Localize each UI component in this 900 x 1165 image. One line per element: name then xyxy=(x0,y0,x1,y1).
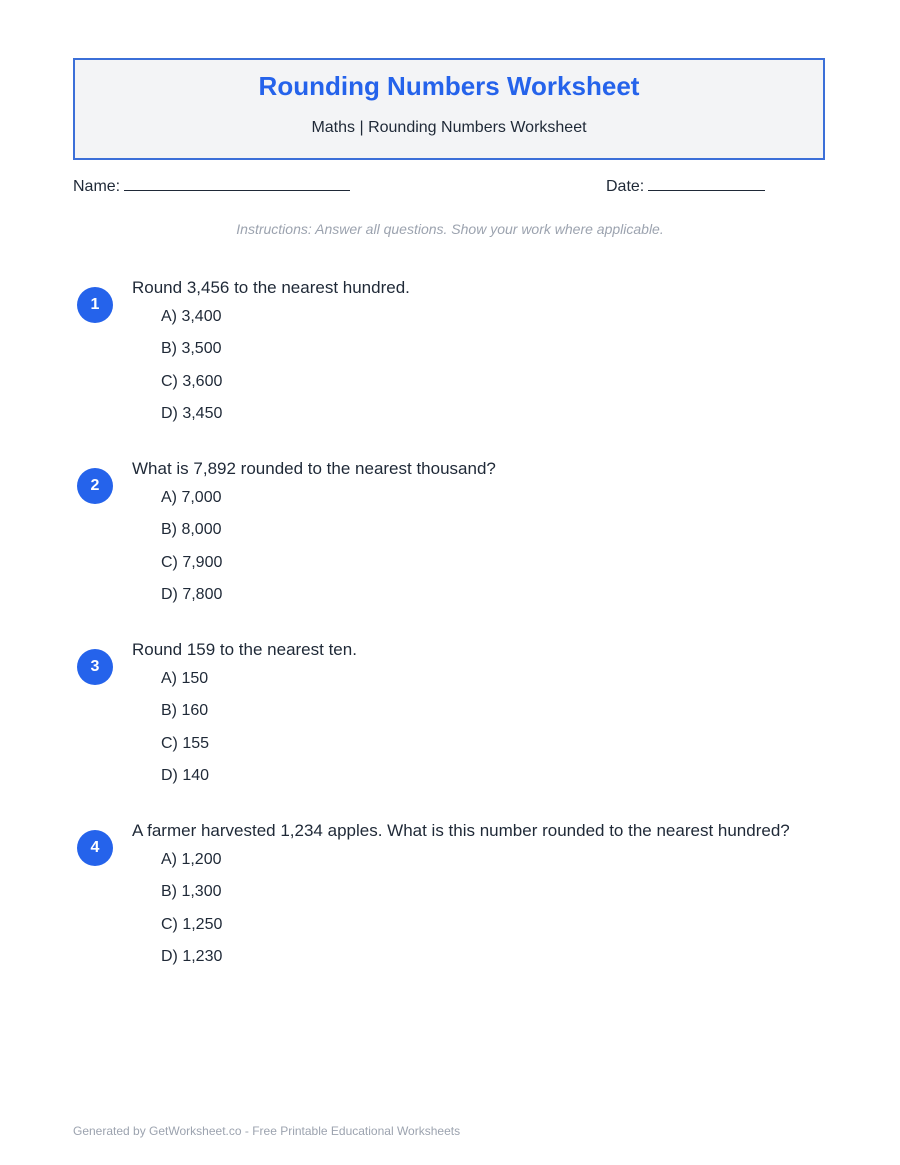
footer-credit: Generated by GetWorksheet.co - Free Printable Educational Worksheets xyxy=(73,1124,461,1138)
worksheet-subtitle: Maths | Rounding Numbers Worksheet xyxy=(311,119,587,136)
question-2 xyxy=(0,459,900,629)
answer-option: C) 3,600 xyxy=(161,372,223,390)
answer-option: C) 155 xyxy=(161,734,210,752)
answer-options xyxy=(161,670,209,800)
answer-option: C) 7,900 xyxy=(161,553,223,571)
answer-option: C) 1,250 xyxy=(161,915,223,933)
date-blank-line xyxy=(648,176,765,191)
answer-option: B) 160 xyxy=(161,702,209,720)
answer-option: B) 1,300 xyxy=(161,883,222,901)
answer-option: D) 140 xyxy=(161,767,210,785)
answer-options xyxy=(161,308,222,438)
answer-options xyxy=(161,851,222,981)
answer-option: A) 1,200 xyxy=(161,851,222,868)
question-text: A farmer harvested 1,234 apples. What is this number rounded to the nearest hundred? xyxy=(132,821,790,840)
name-blank-line xyxy=(124,176,350,191)
question-number-badge: 1 xyxy=(77,287,113,323)
answer-options xyxy=(161,489,222,619)
answer-option: A) 7,000 xyxy=(161,489,222,506)
answer-option: B) 3,500 xyxy=(161,340,222,358)
answer-option: B) 8,000 xyxy=(161,521,222,539)
answer-option: D) 7,800 xyxy=(161,586,223,604)
name-label: Name: xyxy=(73,178,121,195)
name-field xyxy=(73,176,350,196)
question-3 xyxy=(0,640,900,810)
instructions-text: Instructions: Answer all questions. Show your work where applicable. xyxy=(236,221,664,237)
question-text: What is 7,892 rounded to the nearest thousand? xyxy=(132,459,496,478)
answer-option: A) 3,400 xyxy=(161,308,222,325)
answer-option: D) 3,450 xyxy=(161,405,223,423)
date-label: Date: xyxy=(606,178,645,195)
date-field xyxy=(606,176,765,196)
question-text: Round 159 to the nearest ten. xyxy=(132,640,357,659)
question-number-badge: 4 xyxy=(77,830,113,866)
question-1 xyxy=(0,278,900,448)
question-number-badge: 2 xyxy=(77,468,113,504)
question-number-badge: 3 xyxy=(77,649,113,685)
answer-option: A) 150 xyxy=(161,670,209,687)
worksheet-header xyxy=(73,58,825,160)
question-4 xyxy=(0,821,900,991)
worksheet-title: Rounding Numbers Worksheet xyxy=(258,71,640,101)
question-text: Round 3,456 to the nearest hundred. xyxy=(132,278,410,297)
answer-option: D) 1,230 xyxy=(161,948,223,966)
